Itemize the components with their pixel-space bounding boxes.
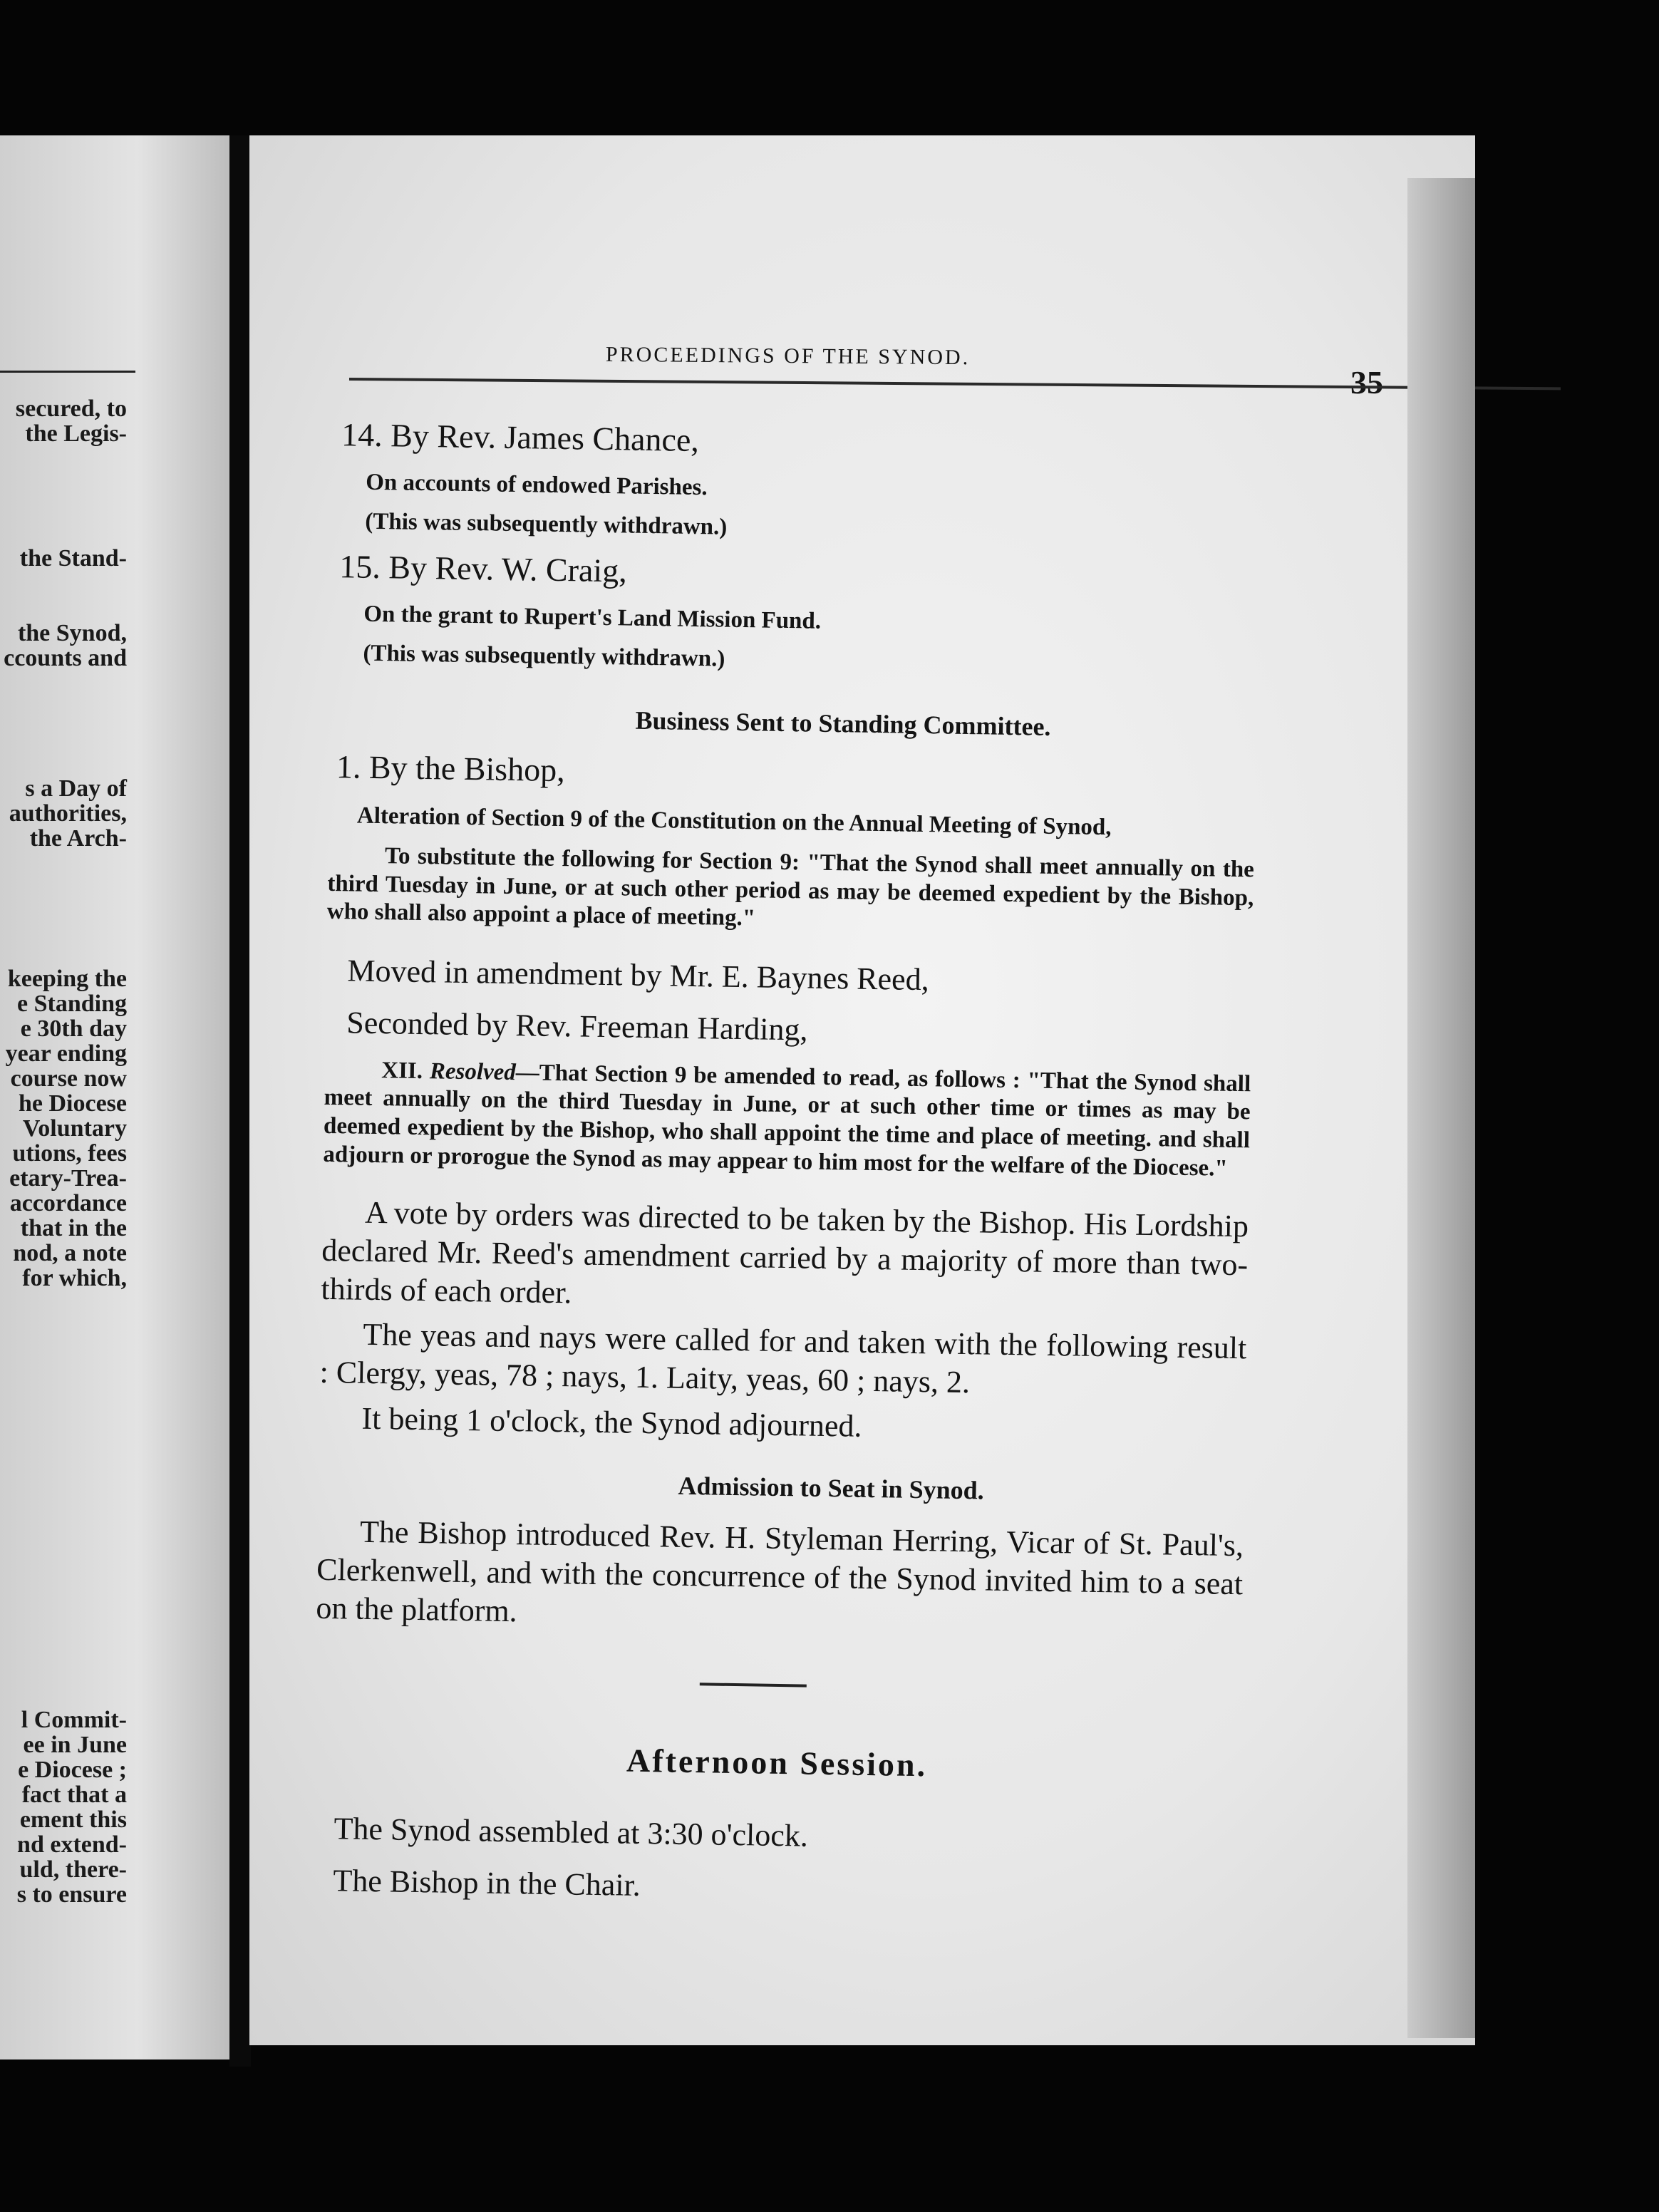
resolution-word: Resolved — [429, 1058, 517, 1085]
previous-page-line: Voluntary — [22, 1115, 127, 1142]
previous-page-line: s a Day of — [25, 775, 127, 802]
resolution-text: —That Section 9 be amended to read, as follows : "That the Synod shall meet annually on the third Tuesday in June, or at such other time or times as may be deemed expedient by the Bishop, who shall appoint the time and place of meeting. and shall adjourn or prorogue the Synod as may appear to him most for the welfare of the Diocese." — [323, 1059, 1251, 1182]
book-gutter — [229, 135, 251, 2067]
adjourned-line: It being 1 o'clock, the Synod adjourned. — [361, 1400, 862, 1444]
afternoon-session-title: Afternoon Session. — [626, 1742, 928, 1784]
previous-page-line: nod, a note — [13, 1240, 127, 1266]
motion-subject: On the grant to Rupert's Land Mission Fund. — [363, 601, 822, 634]
previous-page-line: the Legis- — [25, 420, 127, 447]
motion-heading: 14. By Rev. James Chance, — [341, 416, 700, 459]
chair-line: The Bishop in the Chair. — [333, 1863, 641, 1903]
motion-subject: On accounts of endowed Parishes. — [365, 469, 708, 501]
motion-note: (This was subsequently withdrawn.) — [365, 508, 728, 540]
page-fore-edge — [1407, 178, 1475, 2038]
moved-line: Moved in amendment by Mr. E. Baynes Reed, — [347, 953, 930, 997]
previous-page-line: for which, — [22, 1265, 127, 1291]
previous-page-line: nd extend- — [17, 1831, 127, 1858]
previous-page-line: e Diocese ; — [18, 1757, 127, 1783]
motion-note: (This was subsequently withdrawn.) — [363, 640, 725, 672]
page-number: 35 — [1350, 364, 1383, 400]
previous-page-line: ement this — [19, 1807, 127, 1833]
previous-page-line: fact that a — [21, 1782, 127, 1808]
standing-committee-title: Business Sent to Standing Committee. — [635, 706, 1051, 741]
resolution-paragraph — [323, 1056, 1251, 1184]
previous-page-header-rule — [0, 371, 135, 373]
previous-page-line: ccounts and — [4, 645, 127, 671]
previous-page-line: authorities, — [9, 800, 127, 827]
alteration-line: Alteration of Section 9 of the Constitution on the Annual Meeting of Synod, — [356, 802, 1112, 841]
previous-page-line: s to ensure — [16, 1881, 127, 1908]
previous-page-line: ee in June — [23, 1732, 127, 1758]
previous-page-line: l Commit- — [21, 1707, 127, 1733]
motion-heading: 15. By Rev. W. Craig, — [338, 548, 628, 589]
admission-paragraph: The Bishop introduced Rev. H. Styleman Herring, Vicar of St. Paul's, Clerkenwell, and with the concurrence of the Synod invited him to a seat on the platform. — [316, 1514, 1244, 1628]
section-divider — [700, 1683, 807, 1687]
previous-page-line: course now — [10, 1065, 127, 1092]
previous-page-line: etary-Trea- — [9, 1165, 127, 1192]
previous-page-line: secured, to — [15, 396, 127, 422]
previous-page-line: year ending — [5, 1040, 127, 1067]
resolution-number: XII. — [381, 1057, 423, 1084]
running-head: PROCEEDINGS OF THE SYNOD. — [605, 342, 971, 370]
previous-page-line: the Stand- — [19, 545, 127, 572]
previous-page-line: he Diocese — [18, 1090, 127, 1117]
motion-14 — [333, 415, 1261, 549]
previous-page-line: utions, fees — [12, 1140, 127, 1167]
yeas-nays-paragraph: The yeas and nays were called for and taken with the following result : Clergy, yeas, 78 ; nays, 1. Laity, yeas, 60 ; nays, 2. — [319, 1316, 1247, 1400]
vote-paragraph: A vote by orders was directed to be taken by the Bishop. His Lordship declared Mr. Reed's amendment carried by a majority of more than two-thirds of each order. — [321, 1194, 1249, 1310]
motion-15 — [331, 547, 1259, 681]
previous-page-line: that in the — [20, 1215, 127, 1241]
page-content — [311, 403, 1261, 1928]
previous-page-line: e Standing — [17, 991, 127, 1017]
previous-page-line: the Arch- — [29, 825, 127, 852]
previous-page-strip — [0, 135, 229, 2059]
admission-title: Admission to Seat in Synod. — [678, 1471, 985, 1505]
previous-page-line: the Synod, — [17, 620, 127, 646]
previous-page-line: e 30th day — [20, 1015, 127, 1042]
previous-page-line: uld, there- — [19, 1856, 127, 1883]
previous-page-line: accordance — [9, 1190, 127, 1216]
substitute-paragraph: To substitute the following for Section 9: "That the Synod shall meet annually on the third Tuesday in June, or at such other period as may be deemed expedient by the Bishop, who shall also appoint a place of meeting." — [326, 843, 1255, 931]
document-page — [249, 135, 1475, 2045]
assembled-line: The Synod assembled at 3:30 o'clock. — [334, 1811, 809, 1854]
bishop-item-heading: 1. By the Bishop, — [336, 748, 566, 789]
previous-page-line: keeping the — [7, 966, 127, 992]
seconded-line: Seconded by Rev. Freeman Harding, — [346, 1005, 808, 1048]
